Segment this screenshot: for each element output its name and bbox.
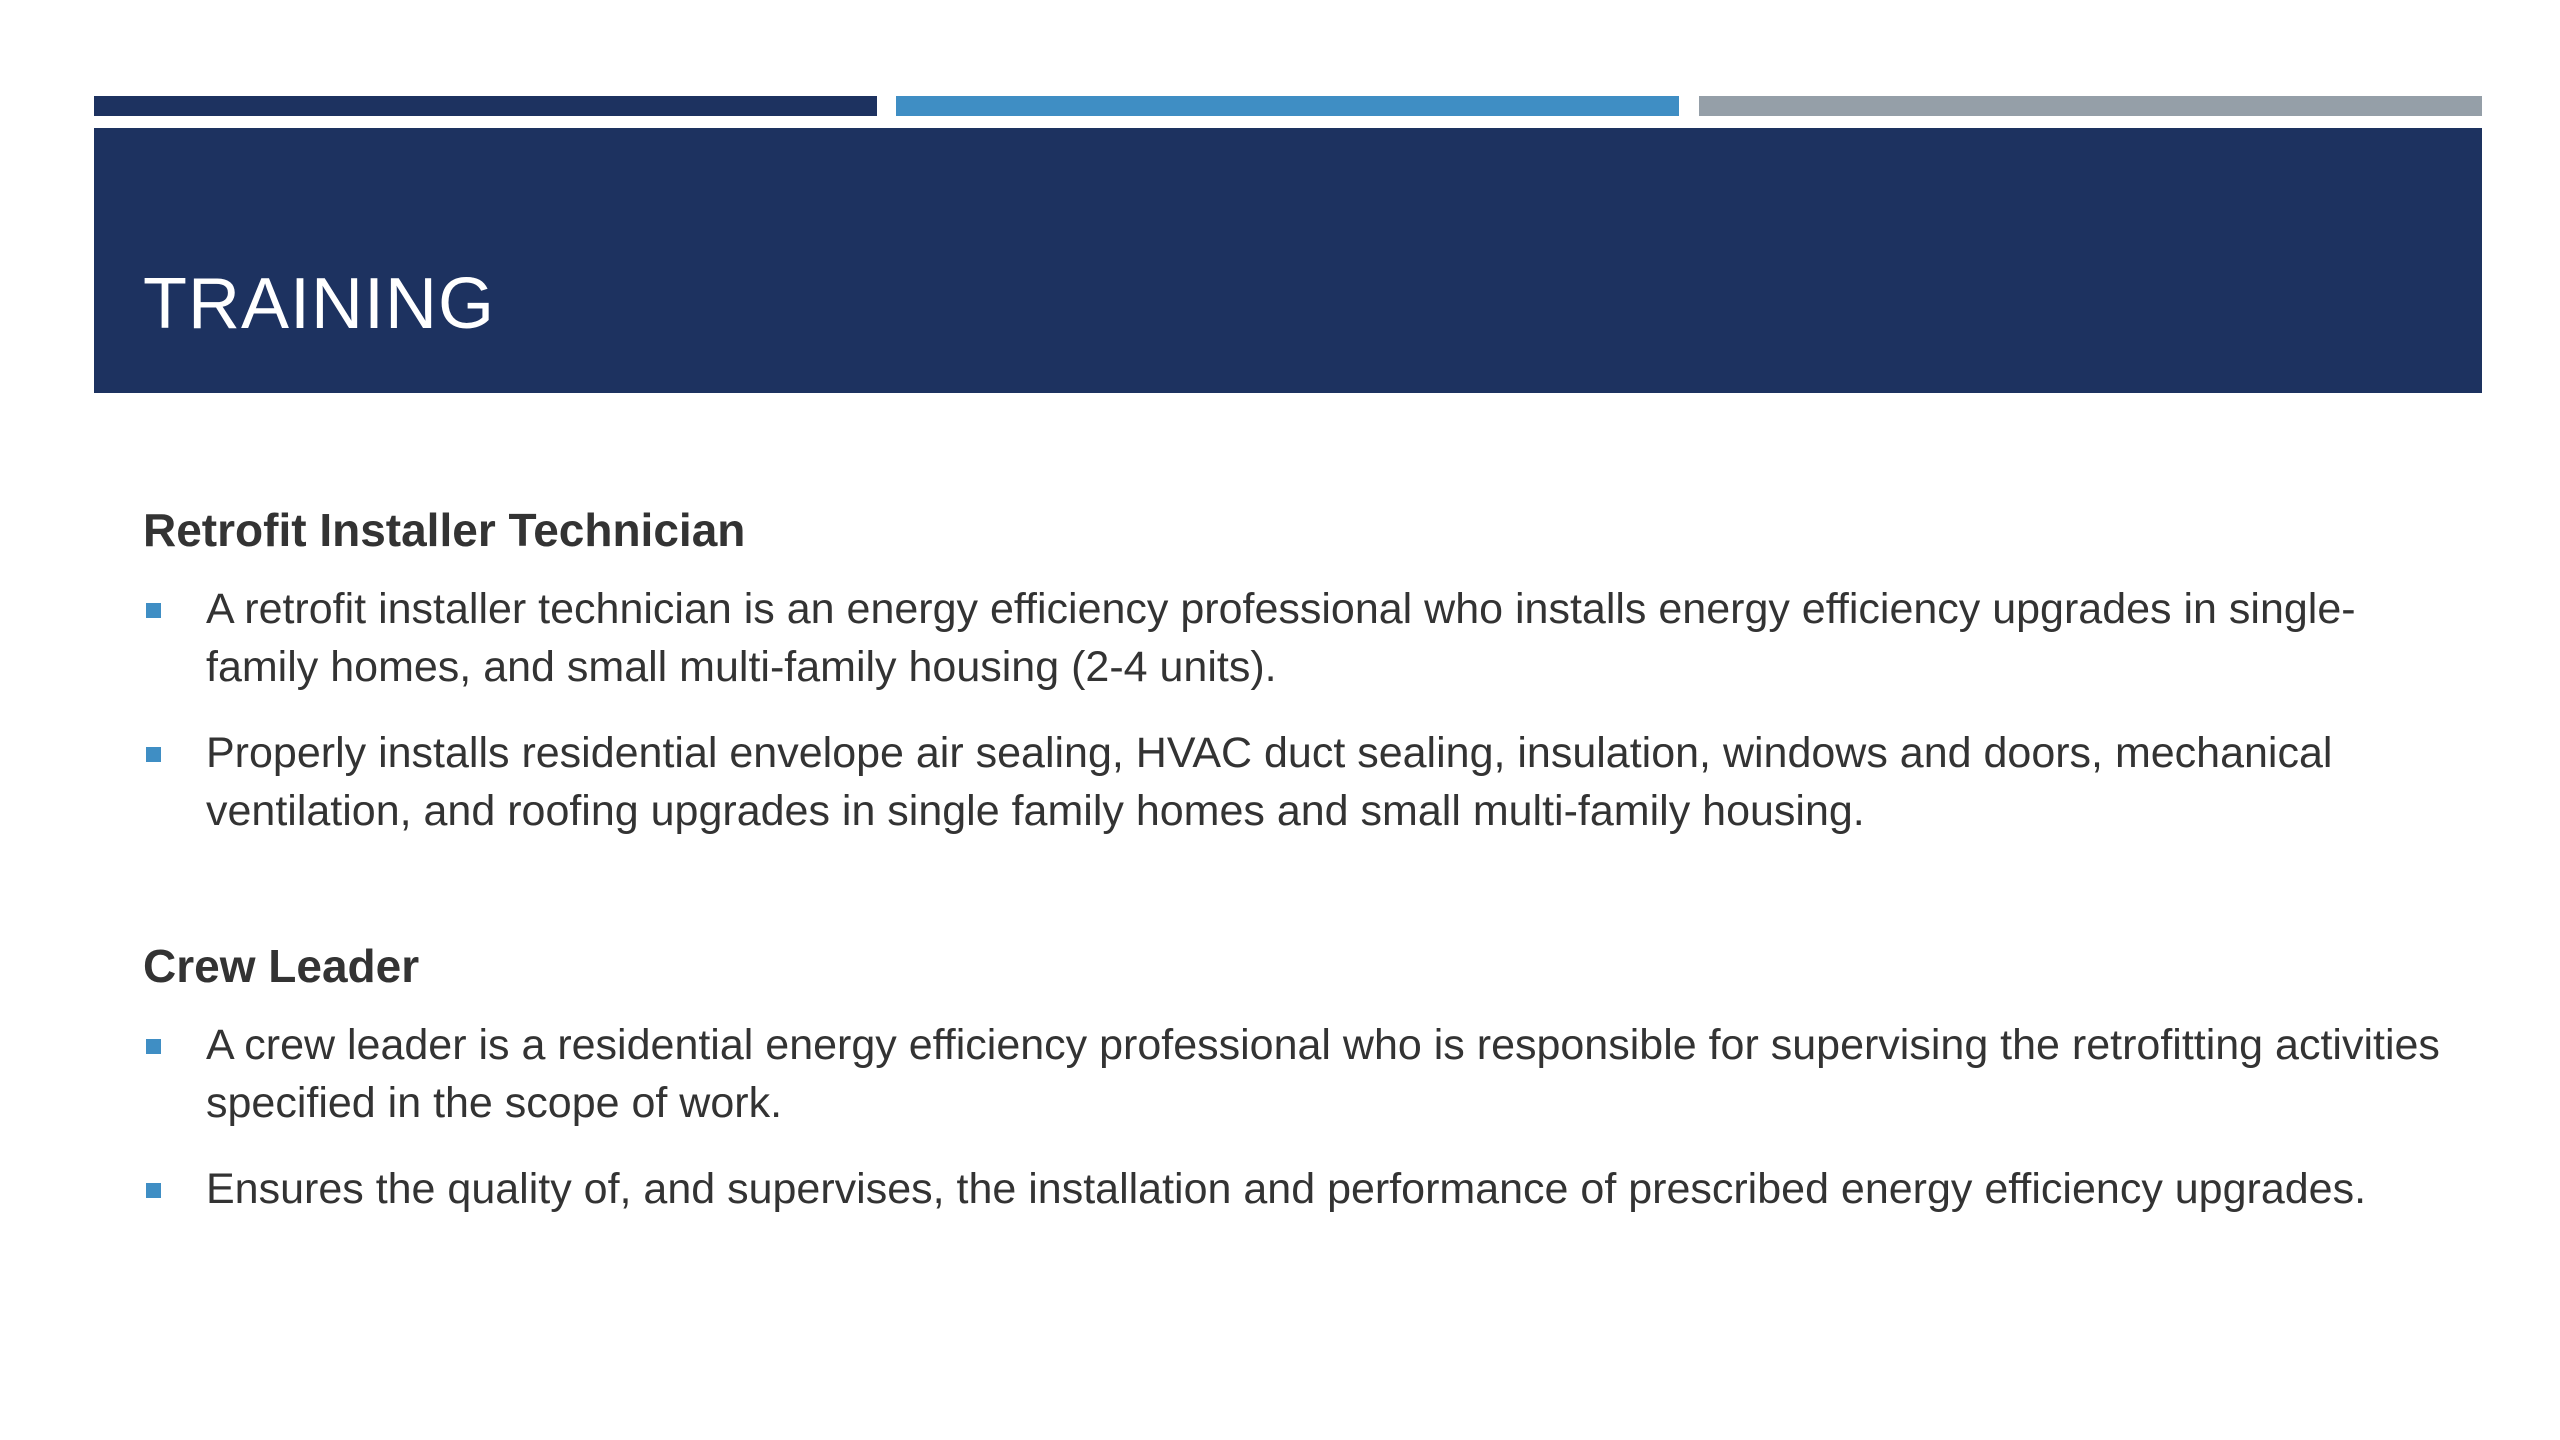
accent-bar-navy <box>94 96 877 116</box>
section-heading: Retrofit Installer Technician <box>143 504 746 556</box>
bullet-list <box>143 580 2443 840</box>
slide-title: TRAINING <box>143 264 496 344</box>
bullet-text: Properly installs residential envelope air sealing, HVAC duct sealing, insulation, windows and doors, mechanical ventilation, and roofing upgrades in single family homes and small multi-family housing. <box>206 729 2333 835</box>
square-bullet-icon <box>146 1039 161 1054</box>
title-band <box>94 128 2482 393</box>
accent-bar-gray <box>1699 96 2482 116</box>
section-retrofit-installer-technician <box>143 500 2443 840</box>
square-bullet-icon <box>146 603 161 618</box>
list-item <box>143 1160 2443 1218</box>
bullet-list <box>143 1016 2443 1218</box>
section-heading: Crew Leader <box>143 940 420 992</box>
list-item <box>143 1016 2443 1132</box>
bullet-text: Ensures the quality of, and supervises, the installation and performance of prescribed energy efficiency upgrades. <box>206 1165 2367 1213</box>
slide-content <box>143 500 2443 1246</box>
bullet-text: A crew leader is a residential energy efficiency professional who is responsible for supervising the retrofitting activities specified in the scope of work. <box>206 1021 2440 1127</box>
list-item <box>143 724 2443 840</box>
square-bullet-icon <box>146 1183 161 1198</box>
section-crew-leader <box>143 936 2443 1218</box>
accent-bar-blue <box>896 96 1679 116</box>
square-bullet-icon <box>146 747 161 762</box>
list-item <box>143 580 2443 696</box>
bullet-text: A retrofit installer technician is an energy efficiency professional who installs energy efficiency upgrades in single-family homes, and small multi-family housing (2-4 units). <box>206 585 2356 691</box>
